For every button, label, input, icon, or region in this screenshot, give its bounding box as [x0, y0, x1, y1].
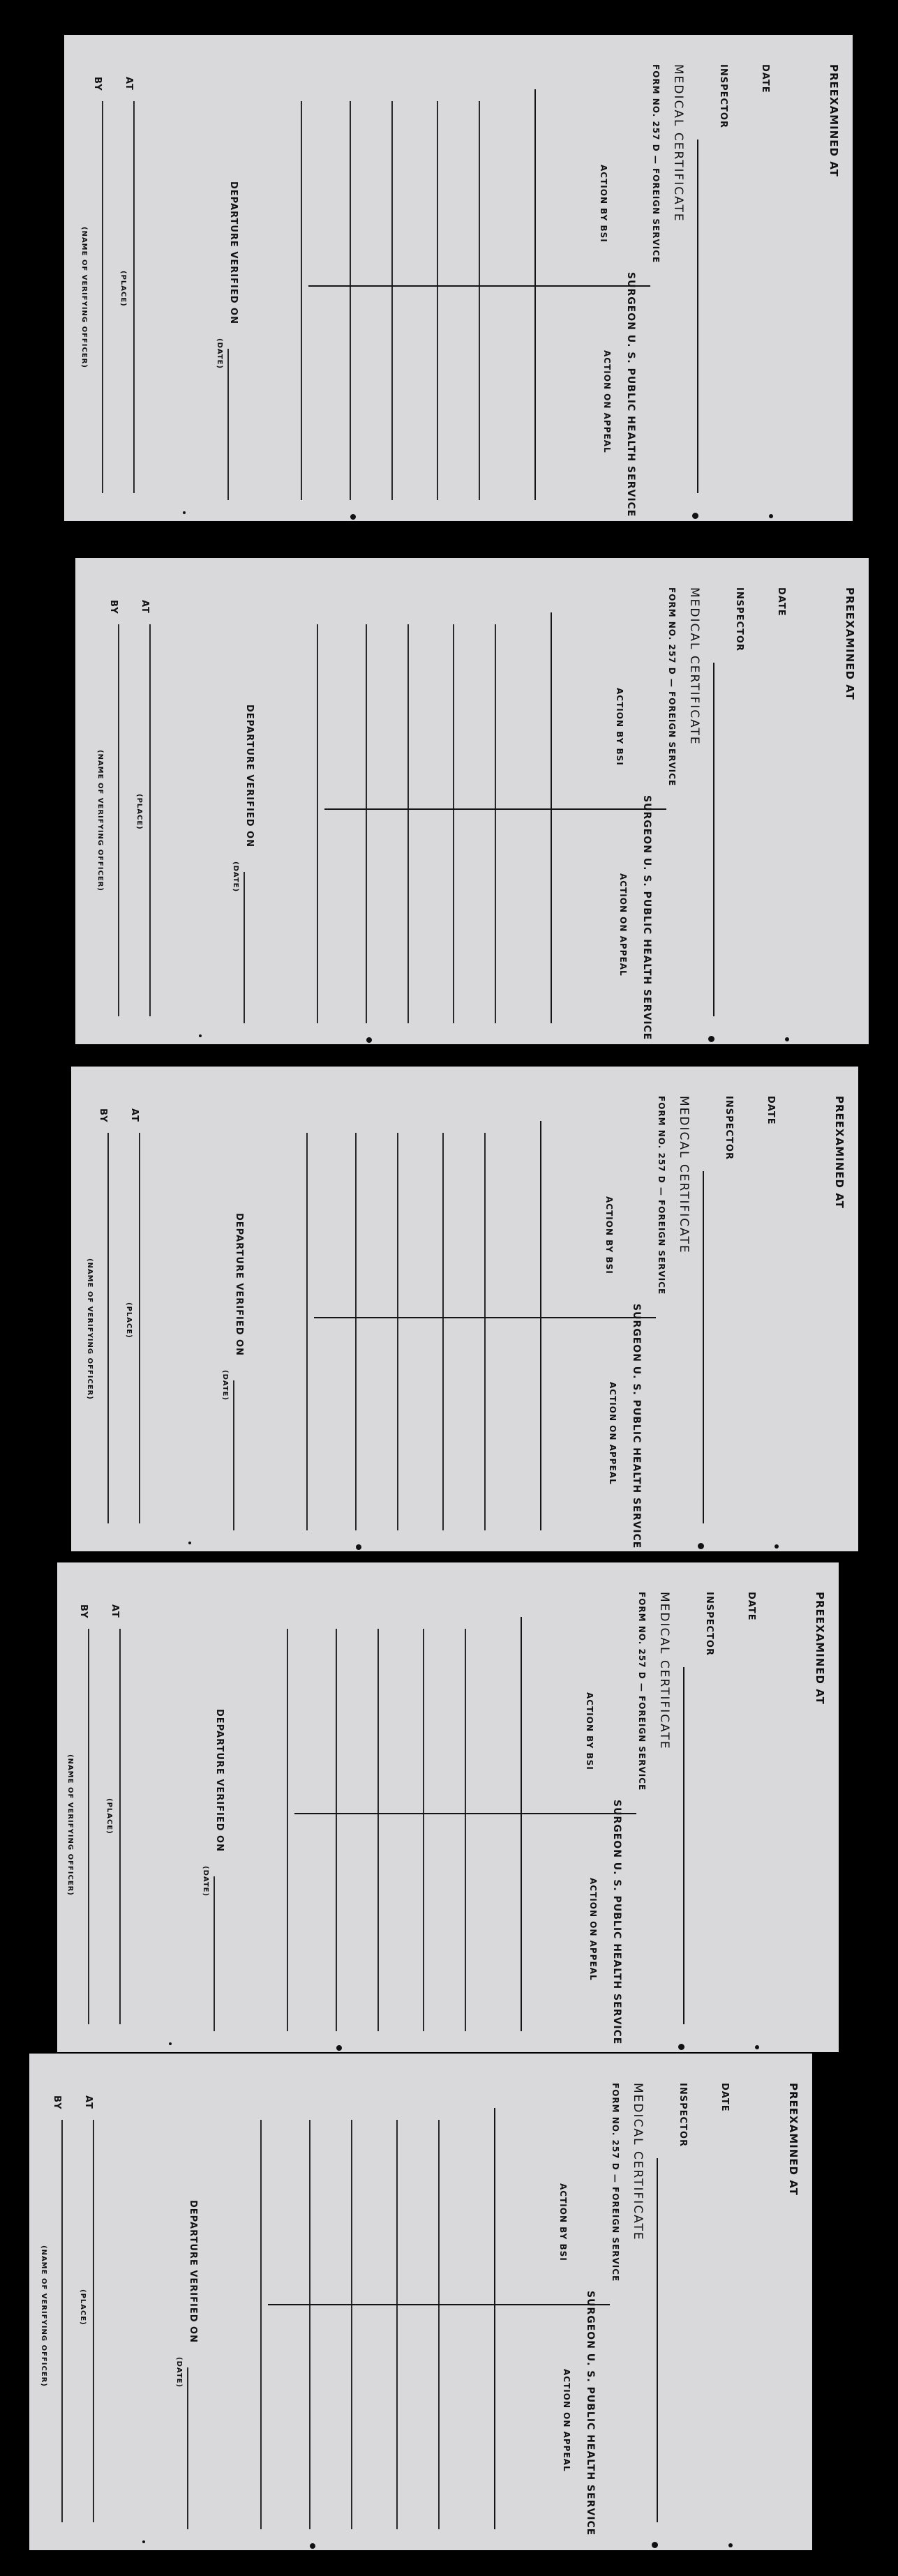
scan-speck	[774, 1544, 779, 1549]
verifying-officer-label: (NAME OF VERIFYING OFFICER)	[96, 750, 104, 891]
places-caption-label: (PLACE)	[135, 794, 143, 830]
preexamined-at-label: PREEXAMINED AT	[787, 2083, 800, 2196]
scan-speck	[755, 2045, 759, 2049]
at-label: AT	[110, 1604, 120, 1618]
departure-verified-on-label: DEPARTURE VERIFIED ON	[214, 1709, 225, 1852]
places-caption-label: (PLACE)	[105, 1798, 113, 1835]
by-label: BY	[52, 2095, 62, 2110]
inspector-label: INSPECTOR	[724, 1096, 734, 1160]
scan-speck	[769, 514, 773, 518]
action-on-appeal-label: ACTION ON APPEAL	[602, 350, 612, 453]
date-caption-label: (DATE)	[221, 1370, 229, 1401]
scan-speck	[142, 2540, 145, 2543]
action-by-bsi-label: ACTION BY BSI	[599, 165, 608, 243]
by-label: BY	[92, 77, 103, 91]
action-on-appeal-label: ACTION ON APPEAL	[618, 873, 628, 977]
date-caption-label: (DATE)	[175, 2357, 183, 2388]
medical-certificate-form	[64, 35, 853, 521]
verifying-officer-label: (NAME OF VERIFYING OFFICER)	[66, 1754, 74, 1896]
scan-speck	[366, 1037, 372, 1043]
action-on-appeal-label: ACTION ON APPEAL	[562, 2369, 571, 2472]
form-rule-lines	[57, 1562, 839, 2052]
action-by-bsi-label: ACTION BY BSI	[585, 1692, 594, 1770]
form-no-label: FORM NO. 257 D — FOREIGN SERVICE	[657, 1096, 666, 1295]
medical-certificate-form	[57, 1562, 839, 2052]
places-caption-label: (PLACE)	[119, 271, 127, 307]
departure-verified-on-label: DEPARTURE VERIFIED ON	[234, 1213, 244, 1356]
verifying-officer-label: (NAME OF VERIFYING OFFICER)	[80, 227, 88, 368]
preexamined-at-label: PREEXAMINED AT	[814, 1592, 826, 1705]
verifying-officer-label: (NAME OF VERIFYING OFFICER)	[86, 1258, 93, 1400]
form-no-label: FORM NO. 257 D — FOREIGN SERVICE	[611, 2083, 620, 2282]
scan-speck	[310, 2543, 315, 2549]
departure-verified-on-label: DEPARTURE VERIFIED ON	[244, 705, 255, 848]
form-rule-lines	[71, 1067, 858, 1551]
at-label: AT	[140, 600, 150, 614]
form-no-label: FORM NO. 257 D — FOREIGN SERVICE	[637, 1592, 647, 1791]
form-rule-lines	[29, 2054, 812, 2550]
action-by-bsi-label: ACTION BY BSI	[604, 1196, 614, 1274]
date-label: DATE	[760, 64, 770, 93]
form-rule-lines	[75, 558, 869, 1044]
form-rule-lines	[64, 35, 853, 521]
inspector-label: INSPECTOR	[718, 64, 728, 128]
medical-certificate-form	[71, 1067, 858, 1551]
title-label: MEDICAL CERTIFICATE	[677, 1096, 691, 1254]
date-label: DATE	[776, 587, 786, 617]
scan-speck	[356, 1544, 361, 1550]
scan-speck	[183, 511, 186, 514]
scan-speck	[199, 1034, 202, 1037]
scan-speck	[336, 2045, 342, 2051]
form-no-label: FORM NO. 257 D — FOREIGN SERVICE	[651, 64, 661, 264]
scan-speck	[785, 1037, 789, 1041]
scan-speck	[692, 513, 698, 519]
inspector-label: INSPECTOR	[678, 2083, 688, 2147]
title-label: MEDICAL CERTIFICATE	[671, 64, 685, 223]
preexamined-at-label: PREEXAMINED AT	[828, 64, 840, 177]
by-label: BY	[108, 600, 119, 615]
action-by-bsi-label: ACTION BY BSI	[558, 2183, 568, 2261]
form-no-label: FORM NO. 257 D — FOREIGN SERVICE	[667, 587, 677, 787]
medical-certificate-form	[29, 2054, 812, 2550]
date-caption-label: (DATE)	[202, 1866, 209, 1897]
departure-verified-on-label: DEPARTURE VERIFIED ON	[188, 2200, 198, 2343]
scan-speck	[678, 2044, 684, 2050]
date-caption-label: (DATE)	[232, 861, 239, 893]
action-on-appeal-label: ACTION ON APPEAL	[588, 1878, 598, 1981]
scan-speck	[728, 2543, 733, 2547]
by-label: BY	[78, 1604, 89, 1619]
scan-speck	[169, 2042, 172, 2045]
scan-speck	[652, 2542, 658, 2548]
title-label: MEDICAL CERTIFICATE	[657, 1592, 671, 1750]
inspector-label: INSPECTOR	[704, 1592, 714, 1656]
places-caption-label: (PLACE)	[125, 1302, 133, 1339]
scan-speck	[708, 1036, 714, 1042]
surgeon-label: SURGEON U. S. PUBLIC HEALTH SERVICE	[611, 1800, 622, 2045]
departure-verified-on-label: DEPARTURE VERIFIED ON	[228, 181, 239, 324]
action-on-appeal-label: ACTION ON APPEAL	[608, 1382, 618, 1485]
at-label: AT	[83, 2095, 93, 2109]
at-label: AT	[129, 1108, 140, 1122]
date-label: DATE	[765, 1096, 776, 1125]
action-by-bsi-label: ACTION BY BSI	[615, 688, 624, 766]
surgeon-label: SURGEON U. S. PUBLIC HEALTH SERVICE	[641, 795, 652, 1041]
title-label: MEDICAL CERTIFICATE	[687, 587, 701, 746]
date-label: DATE	[719, 2083, 730, 2112]
surgeon-label: SURGEON U. S. PUBLIC HEALTH SERVICE	[625, 272, 636, 518]
by-label: BY	[98, 1108, 108, 1123]
inspector-label: INSPECTOR	[734, 587, 744, 651]
places-caption-label: (PLACE)	[79, 2289, 87, 2326]
date-caption-label: (DATE)	[216, 338, 223, 370]
title-label: MEDICAL CERTIFICATE	[631, 2083, 645, 2241]
scan-speck	[350, 514, 356, 520]
surgeon-label: SURGEON U. S. PUBLIC HEALTH SERVICE	[585, 2291, 596, 2536]
medical-certificate-form	[75, 558, 869, 1044]
surgeon-label: SURGEON U. S. PUBLIC HEALTH SERVICE	[631, 1304, 642, 1549]
verifying-officer-label: (NAME OF VERIFYING OFFICER)	[40, 2245, 47, 2387]
preexamined-at-label: PREEXAMINED AT	[844, 587, 856, 700]
preexamined-at-label: PREEXAMINED AT	[833, 1096, 846, 1209]
scan-speck	[698, 1543, 704, 1549]
at-label: AT	[124, 77, 134, 91]
date-label: DATE	[746, 1592, 756, 1621]
scan-speck	[188, 1542, 191, 1544]
